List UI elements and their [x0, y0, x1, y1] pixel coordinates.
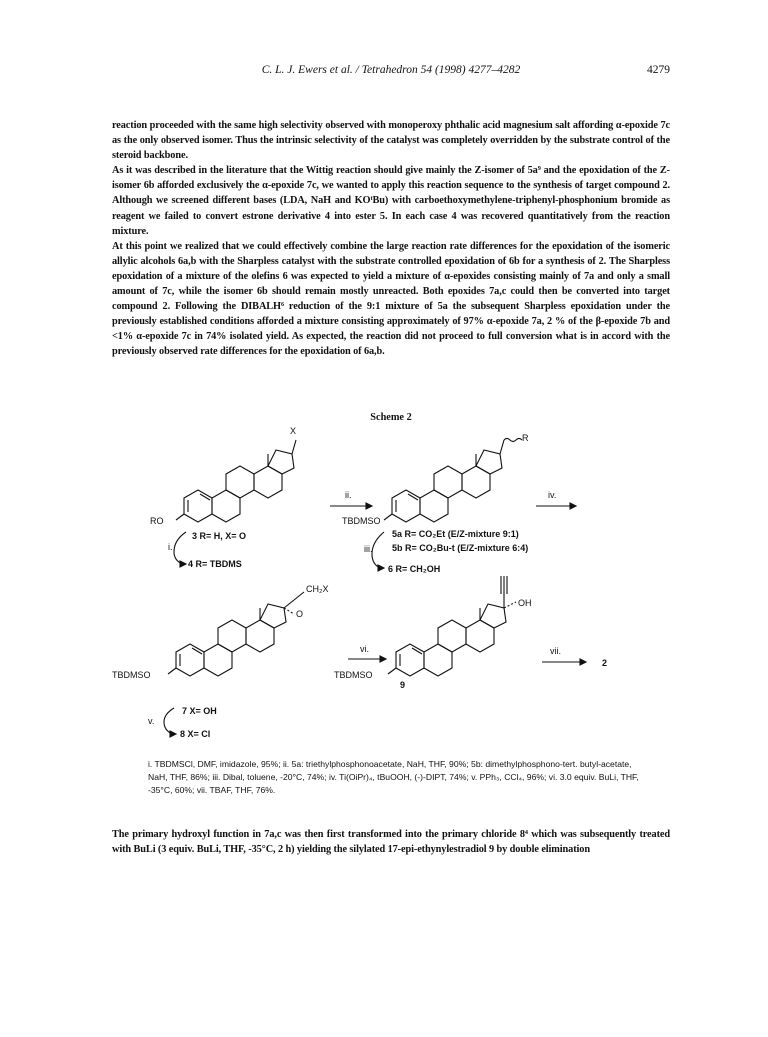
label-cmpd-3: 3 R= H, X= O — [192, 531, 247, 541]
label-tbdmso-1: TBDMSO — [342, 516, 381, 526]
steroid-5-6 — [384, 439, 522, 523]
paragraph-4: The primary hydroxyl function in 7a,c was then first transformed into the primary chloride 8⁴ which was subsequently treated with BuLi (3 equiv. BuLi, THF, -35°C, 2 h) yielding the silylated 17-epi-ethynylestradiol 9 by double elimination — [112, 829, 670, 856]
label-cmpd-5a: 5a R= CO₂Et (E/Z-mixture 9:1) — [392, 529, 519, 539]
label-cmpd-7: 7 X= OH — [182, 706, 217, 716]
scheme-drawing — [112, 424, 670, 744]
closing-text — [112, 827, 670, 857]
main-text — [112, 118, 670, 360]
label-epoxide-o: O — [296, 609, 304, 619]
label-cmpd-5b: 5b R= CO₂Bu-t (E/Z-mixture 6:4) — [392, 543, 529, 553]
label-step-iii: iii. — [364, 544, 373, 554]
paragraph-1: reaction proceeded with the same high selectivity observed with monoperoxy phthalic acid magnesium salt affording α-epoxide 7c as the only observed isomer. Thus the intrinsic selectivity of the catalyst was completely overridden by the substrate control of the steroid backbone. — [112, 120, 670, 162]
label-tbdmso-2: TBDMSO — [112, 670, 151, 680]
page-number: 4279 — [647, 64, 670, 76]
label-step-vii: vii. — [550, 646, 561, 656]
label-x-sub: X — [290, 426, 297, 436]
label-step-iv: iv. — [548, 490, 557, 500]
label-tbdmso-3: TBDMSO — [334, 670, 373, 680]
label-cmpd-6: 6 R= CH₂OH — [388, 564, 441, 574]
running-header — [112, 64, 670, 80]
label-cmpd-8: 8 X= Cl — [180, 729, 211, 739]
label-ch2x: CH₂X — [306, 584, 329, 594]
paragraph-2: As it was described in the literature that the Wittig reaction should give mainly the Z-isomer of 5a⁹ and the epoxidation of the Z-isomer 6b afforded exclusively the α-epoxide 7c, we wanted to apply this reaction sequence to the synthesis of target compound 2. Although we screened different bases (LDA, NaH and KOᵗBu) with carboethoxymethylene-triphenyl-phosphonium bromide as reagent we failed to convert estrone derivative 4 into ester 5. In each case 4 was recovered quantitatively from the reaction mixture. — [112, 165, 670, 237]
steroid-9 — [388, 576, 516, 676]
label-oh: OH — [518, 598, 532, 608]
label-ro: RO — [150, 516, 164, 526]
paragraph-3: At this point we realized that we could effectively combine the large reaction rate differences for the epoxidation of the isomeric allylic alcohols 6a,b with the Sharpless catalyst with the substrate controlled epoxidation of 6b for a synthesis of 2. The Sharpless epoxidation of a mixture of the olefins 6 was expected to yield a mixture of α-epoxides consisting mainly of 7a and only a small amount of 7c, while the isomer 6b should remain mostly unreacted. Both epoxides 7a,c could then be converted into target compound 2. Following the DIBALH⁶ reduction of the 9:1 mixture of 5a the subsequent Sharpless epoxidation under the previously established conditions afforded a mixture consisting approximately of 97% α-epoxide 7a, 2 % of the β-epoxide 7b and <1% α-epoxide 7c in 74% isolated yield. As expected, the reaction did not proceed to full conversion what is in accord with the previously observed rate differences for the epoxidation of 6a,b. — [112, 240, 670, 358]
label-step-ii: ii. — [345, 490, 352, 500]
label-step-vi: vi. — [360, 644, 369, 654]
label-cmpd-4: 4 R= TBDMS — [188, 559, 242, 569]
steroid-7-8 — [168, 592, 304, 676]
label-cmpd-9: 9 — [400, 680, 406, 690]
reaction-conditions: i. TBDMSCl, DMF, imidazole, 95%; ii. 5a: triethylphosphonoacetate, NaH, THF, 90%; 5b: dimethylphosphono-tert. butyl-acetate, NaH, THF, 86%; iii. Dibal, toluene, -20°C, 74%; iv. Ti(OiPr)₄, tBuOOH, (-)-DIPT, 74%; v. PPh₃, CCl₄, 96%; vi. 3.0 equiv. BuLi, THF, -35°C, 60%; vii. TBAF, THF, 76%. — [148, 759, 639, 795]
label-step-v: v. — [148, 716, 155, 726]
steroid-3-4 — [176, 440, 296, 522]
label-cmpd-2: 2 — [602, 658, 608, 668]
running-title: C. L. J. Ewers et al. / Tetrahedron 54 (1998) 4277–4282 — [261, 64, 521, 76]
label-step-i: i. — [168, 542, 173, 552]
reaction-scheme — [112, 424, 670, 744]
scheme-title: Scheme 2 — [370, 412, 412, 423]
label-r-sub: R — [522, 433, 529, 443]
